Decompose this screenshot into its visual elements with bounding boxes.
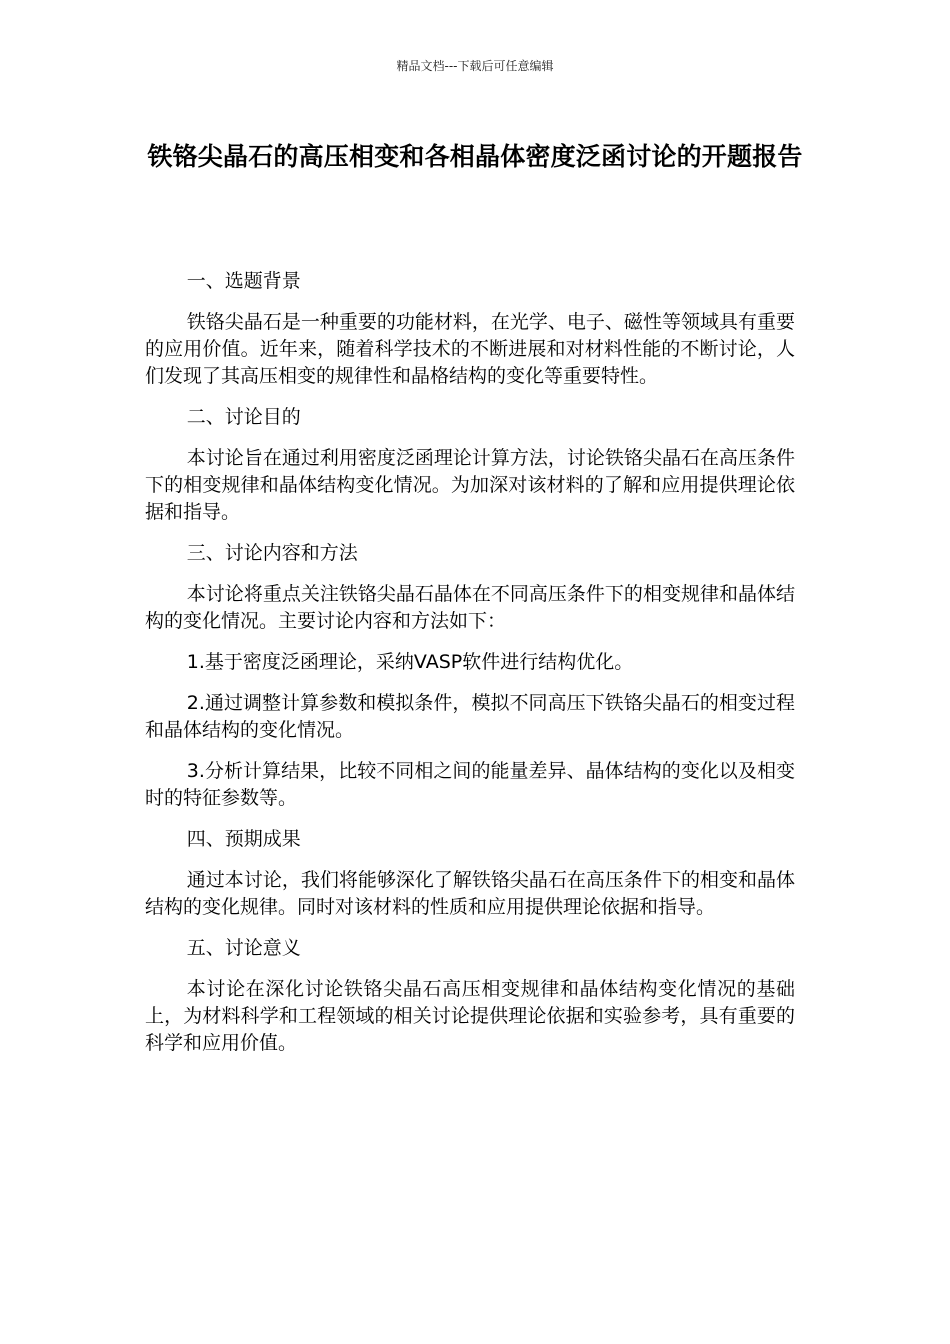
list-item-method-1: 1.基于密度泛函理论，采纳VASP软件进行结构优化。 <box>186 651 634 673</box>
section-heading-background: 一、选题背景 <box>186 270 301 292</box>
section-heading-purpose: 二、讨论目的 <box>186 406 301 428</box>
paragraph-expected-results: 通过本讨论，我们将能够深化了解铁铬尖晶石在高压条件下的相变和晶体结构的变化规律。同时对该材料的性质和应用提供理论依据和指导。 <box>145 869 795 918</box>
section-heading-expected-results: 四、预期成果 <box>186 828 301 850</box>
list-item-method-3: 3.分析计算结果，比较不同相之间的能量差异、晶体结构的变化以及相变时的特征参数等。 <box>145 760 795 809</box>
paragraph-purpose: 本讨论旨在通过利用密度泛函理论计算方法，讨论铁铬尖晶石在高压条件下的相变规律和晶体结构变化情况。为加深对该材料的了解和应用提供理论依据和指导。 <box>145 447 795 523</box>
page-header-watermark: 精品文档---下载后可任意编辑 <box>396 59 554 73</box>
paragraph-background: 铁铬尖晶石是一种重要的功能材料，在光学、电子、磁性等领域具有重要的应用价值。近年来，随着科学技术的不断进展和对材料性能的不断讨论，人们发现了其高压相变的规律性和晶格结构的变化等重要特性。 <box>145 311 795 387</box>
paragraph-content-methods-intro: 本讨论将重点关注铁铬尖晶石晶体在不同高压条件下的相变规律和晶体结构的变化情况。主要讨论内容和方法如下： <box>145 583 795 632</box>
paragraph-significance: 本讨论在深化讨论铁铬尖晶石高压相变规律和晶体结构变化情况的基础上，为材料科学和工程领域的相关讨论提供理论依据和实验参考，具有重要的科学和应用价值。 <box>145 978 795 1054</box>
list-item-method-2: 2.通过调整计算参数和模拟条件，模拟不同高压下铁铬尖晶石的相变过程和晶体结构的变化情况。 <box>145 692 795 741</box>
section-heading-significance: 五、讨论意义 <box>186 937 301 959</box>
document-body <box>145 268 795 1071</box>
section-heading-content-methods: 三、讨论内容和方法 <box>186 542 358 564</box>
document-title: 铁铬尖晶石的高压相变和各相晶体密度泛函讨论的开题报告 <box>147 142 803 171</box>
